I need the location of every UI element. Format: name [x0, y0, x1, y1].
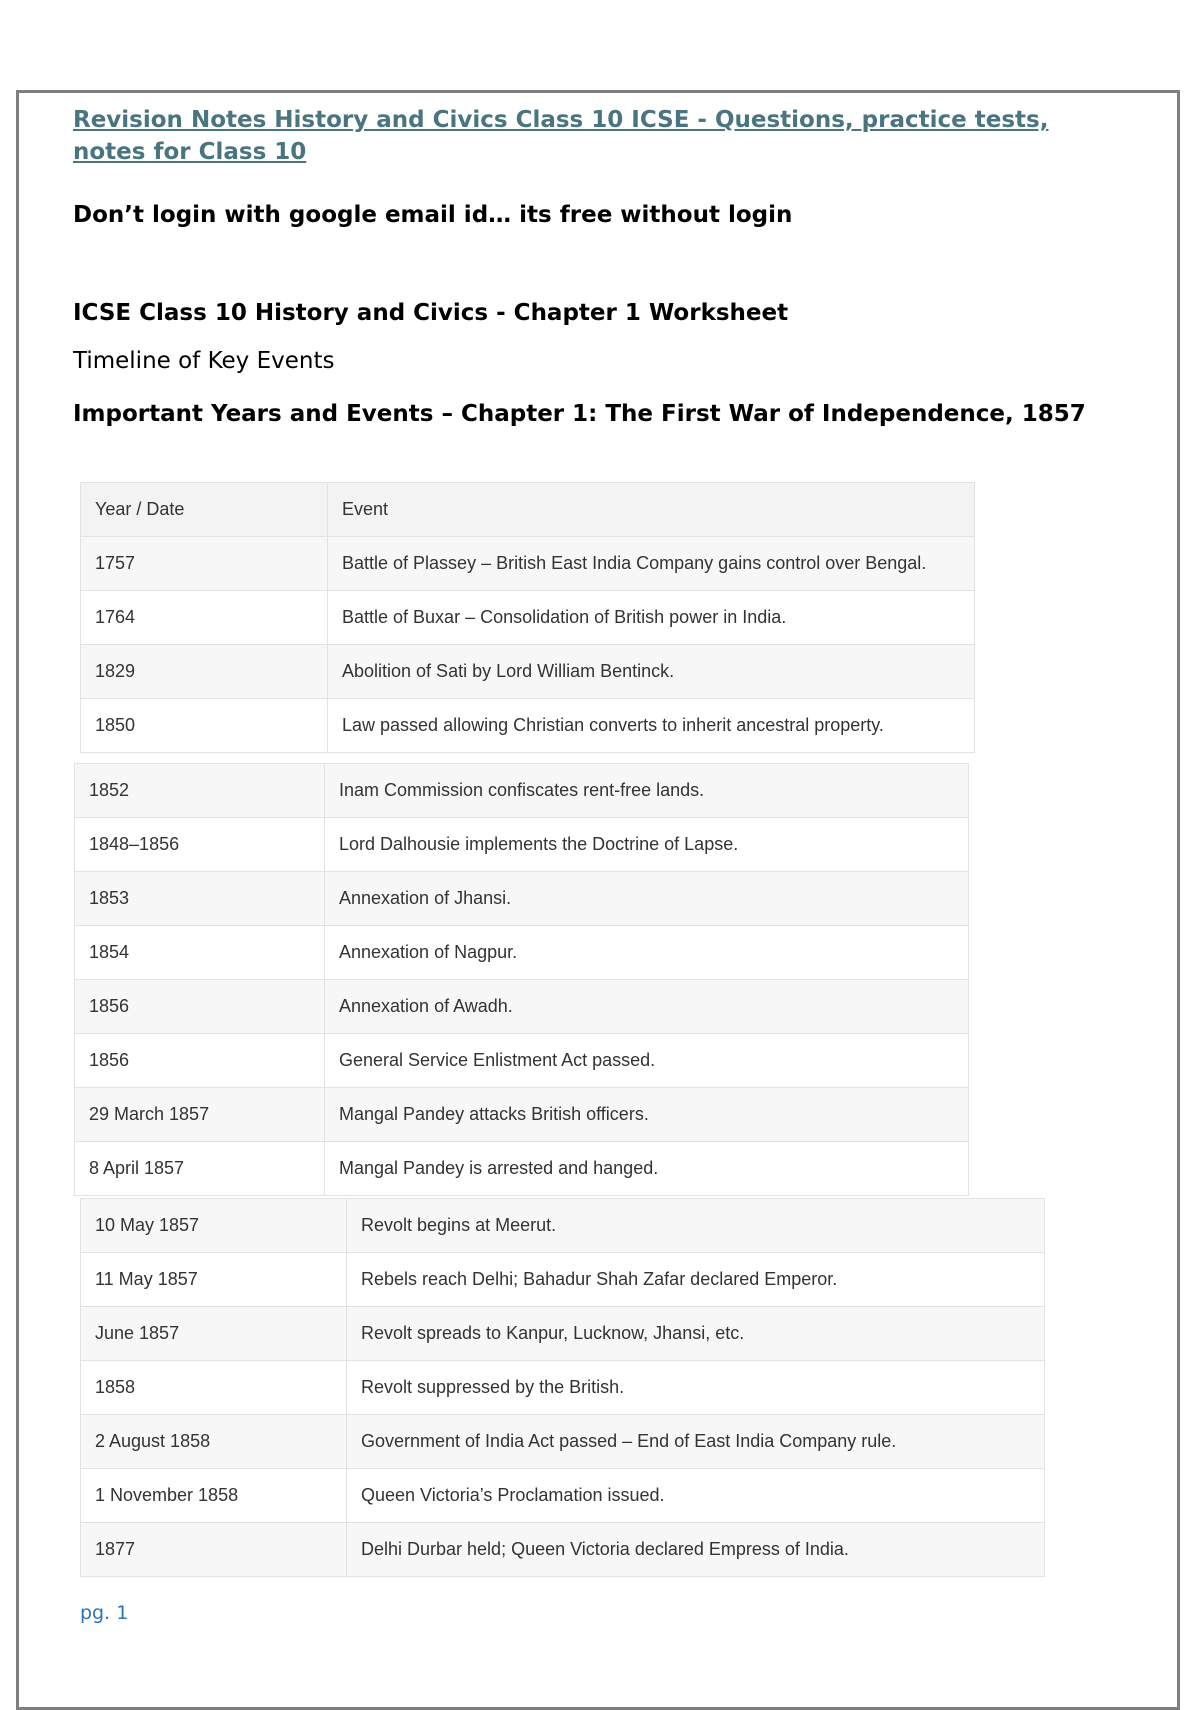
- year-cell: 1856: [75, 980, 325, 1034]
- table-row: [75, 1088, 969, 1142]
- table-row: [81, 1469, 1045, 1523]
- year-cell: 1764: [81, 591, 328, 645]
- table-row: [81, 1199, 1045, 1253]
- year-cell: 1852: [75, 764, 325, 818]
- page-number: pg. 1: [80, 1602, 129, 1624]
- event-cell: Battle of Plassey – British East India Company gains control over Bengal.: [328, 537, 975, 591]
- table-row: [81, 1253, 1045, 1307]
- table-row: [75, 1142, 969, 1196]
- table-row: [81, 1523, 1045, 1577]
- table-row: [75, 980, 969, 1034]
- table-row: [75, 926, 969, 980]
- table-row: [75, 872, 969, 926]
- event-cell: Rebels reach Delhi; Bahadur Shah Zafar declared Emperor.: [347, 1253, 1045, 1307]
- event-cell: Queen Victoria’s Proclamation issued.: [347, 1469, 1045, 1523]
- table-row: [75, 1034, 969, 1088]
- table-row: [81, 1361, 1045, 1415]
- event-cell: General Service Enlistment Act passed.: [325, 1034, 969, 1088]
- event-cell: Inam Commission confiscates rent-free lands.: [325, 764, 969, 818]
- event-cell: Annexation of Jhansi.: [325, 872, 969, 926]
- year-cell: 1848–1856: [75, 818, 325, 872]
- table-row: [81, 645, 975, 699]
- year-cell: 1829: [81, 645, 328, 699]
- event-cell: Battle of Buxar – Consolidation of British power in India.: [328, 591, 975, 645]
- events-table-segment-2: [74, 763, 969, 1196]
- event-cell: Revolt spreads to Kanpur, Lucknow, Jhansi, etc.: [347, 1307, 1045, 1361]
- table-row: [75, 818, 969, 872]
- year-cell: 1858: [81, 1361, 347, 1415]
- year-cell: 10 May 1857: [81, 1199, 347, 1253]
- table-row: [81, 537, 975, 591]
- event-cell: Government of India Act passed – End of East India Company rule.: [347, 1415, 1045, 1469]
- table-row: [81, 1307, 1045, 1361]
- year-cell: 1850: [81, 699, 328, 753]
- year-cell: 29 March 1857: [75, 1088, 325, 1142]
- year-cell: 1877: [81, 1523, 347, 1577]
- year-cell: 8 April 1857: [75, 1142, 325, 1196]
- revision-notes-link[interactable]: Revision Notes History and Civics Class 10 ICSE - Questions, practice tests, notes for Class 10: [73, 107, 1049, 165]
- header-event: Event: [328, 483, 975, 537]
- event-cell: Revolt begins at Meerut.: [347, 1199, 1045, 1253]
- table-header-row: [81, 483, 975, 537]
- events-table-segment-1: [80, 482, 975, 753]
- header-year: Year / Date: [81, 483, 328, 537]
- event-cell: Mangal Pandey attacks British officers.: [325, 1088, 969, 1142]
- login-note: Don’t login with google email id… its free without login: [73, 202, 793, 228]
- table-row: [75, 764, 969, 818]
- worksheet-subtitle: Timeline of Key Events: [73, 348, 335, 374]
- year-cell: 1853: [75, 872, 325, 926]
- event-cell: Revolt suppressed by the British.: [347, 1361, 1045, 1415]
- chapter-heading: Important Years and Events – Chapter 1: The First War of Independence, 1857: [73, 401, 1086, 427]
- event-cell: Delhi Durbar held; Queen Victoria declared Empress of India.: [347, 1523, 1045, 1577]
- event-cell: Mangal Pandey is arrested and hanged.: [325, 1142, 969, 1196]
- event-cell: Annexation of Awadh.: [325, 980, 969, 1034]
- year-cell: 1854: [75, 926, 325, 980]
- worksheet-title: ICSE Class 10 History and Civics - Chapter 1 Worksheet: [73, 300, 789, 326]
- table-row: [81, 1415, 1045, 1469]
- header-block: [73, 104, 1113, 168]
- year-cell: 11 May 1857: [81, 1253, 347, 1307]
- table-row: [81, 591, 975, 645]
- year-cell: 1 November 1858: [81, 1469, 347, 1523]
- event-cell: Annexation of Nagpur.: [325, 926, 969, 980]
- event-cell: Law passed allowing Christian converts to inherit ancestral property.: [328, 699, 975, 753]
- year-cell: June 1857: [81, 1307, 347, 1361]
- year-cell: 2 August 1858: [81, 1415, 347, 1469]
- year-cell: 1757: [81, 537, 328, 591]
- events-table-segment-3: [80, 1198, 1045, 1577]
- year-cell: 1856: [75, 1034, 325, 1088]
- event-cell: Lord Dalhousie implements the Doctrine of Lapse.: [325, 818, 969, 872]
- table-row: [81, 699, 975, 753]
- event-cell: Abolition of Sati by Lord William Bentinck.: [328, 645, 975, 699]
